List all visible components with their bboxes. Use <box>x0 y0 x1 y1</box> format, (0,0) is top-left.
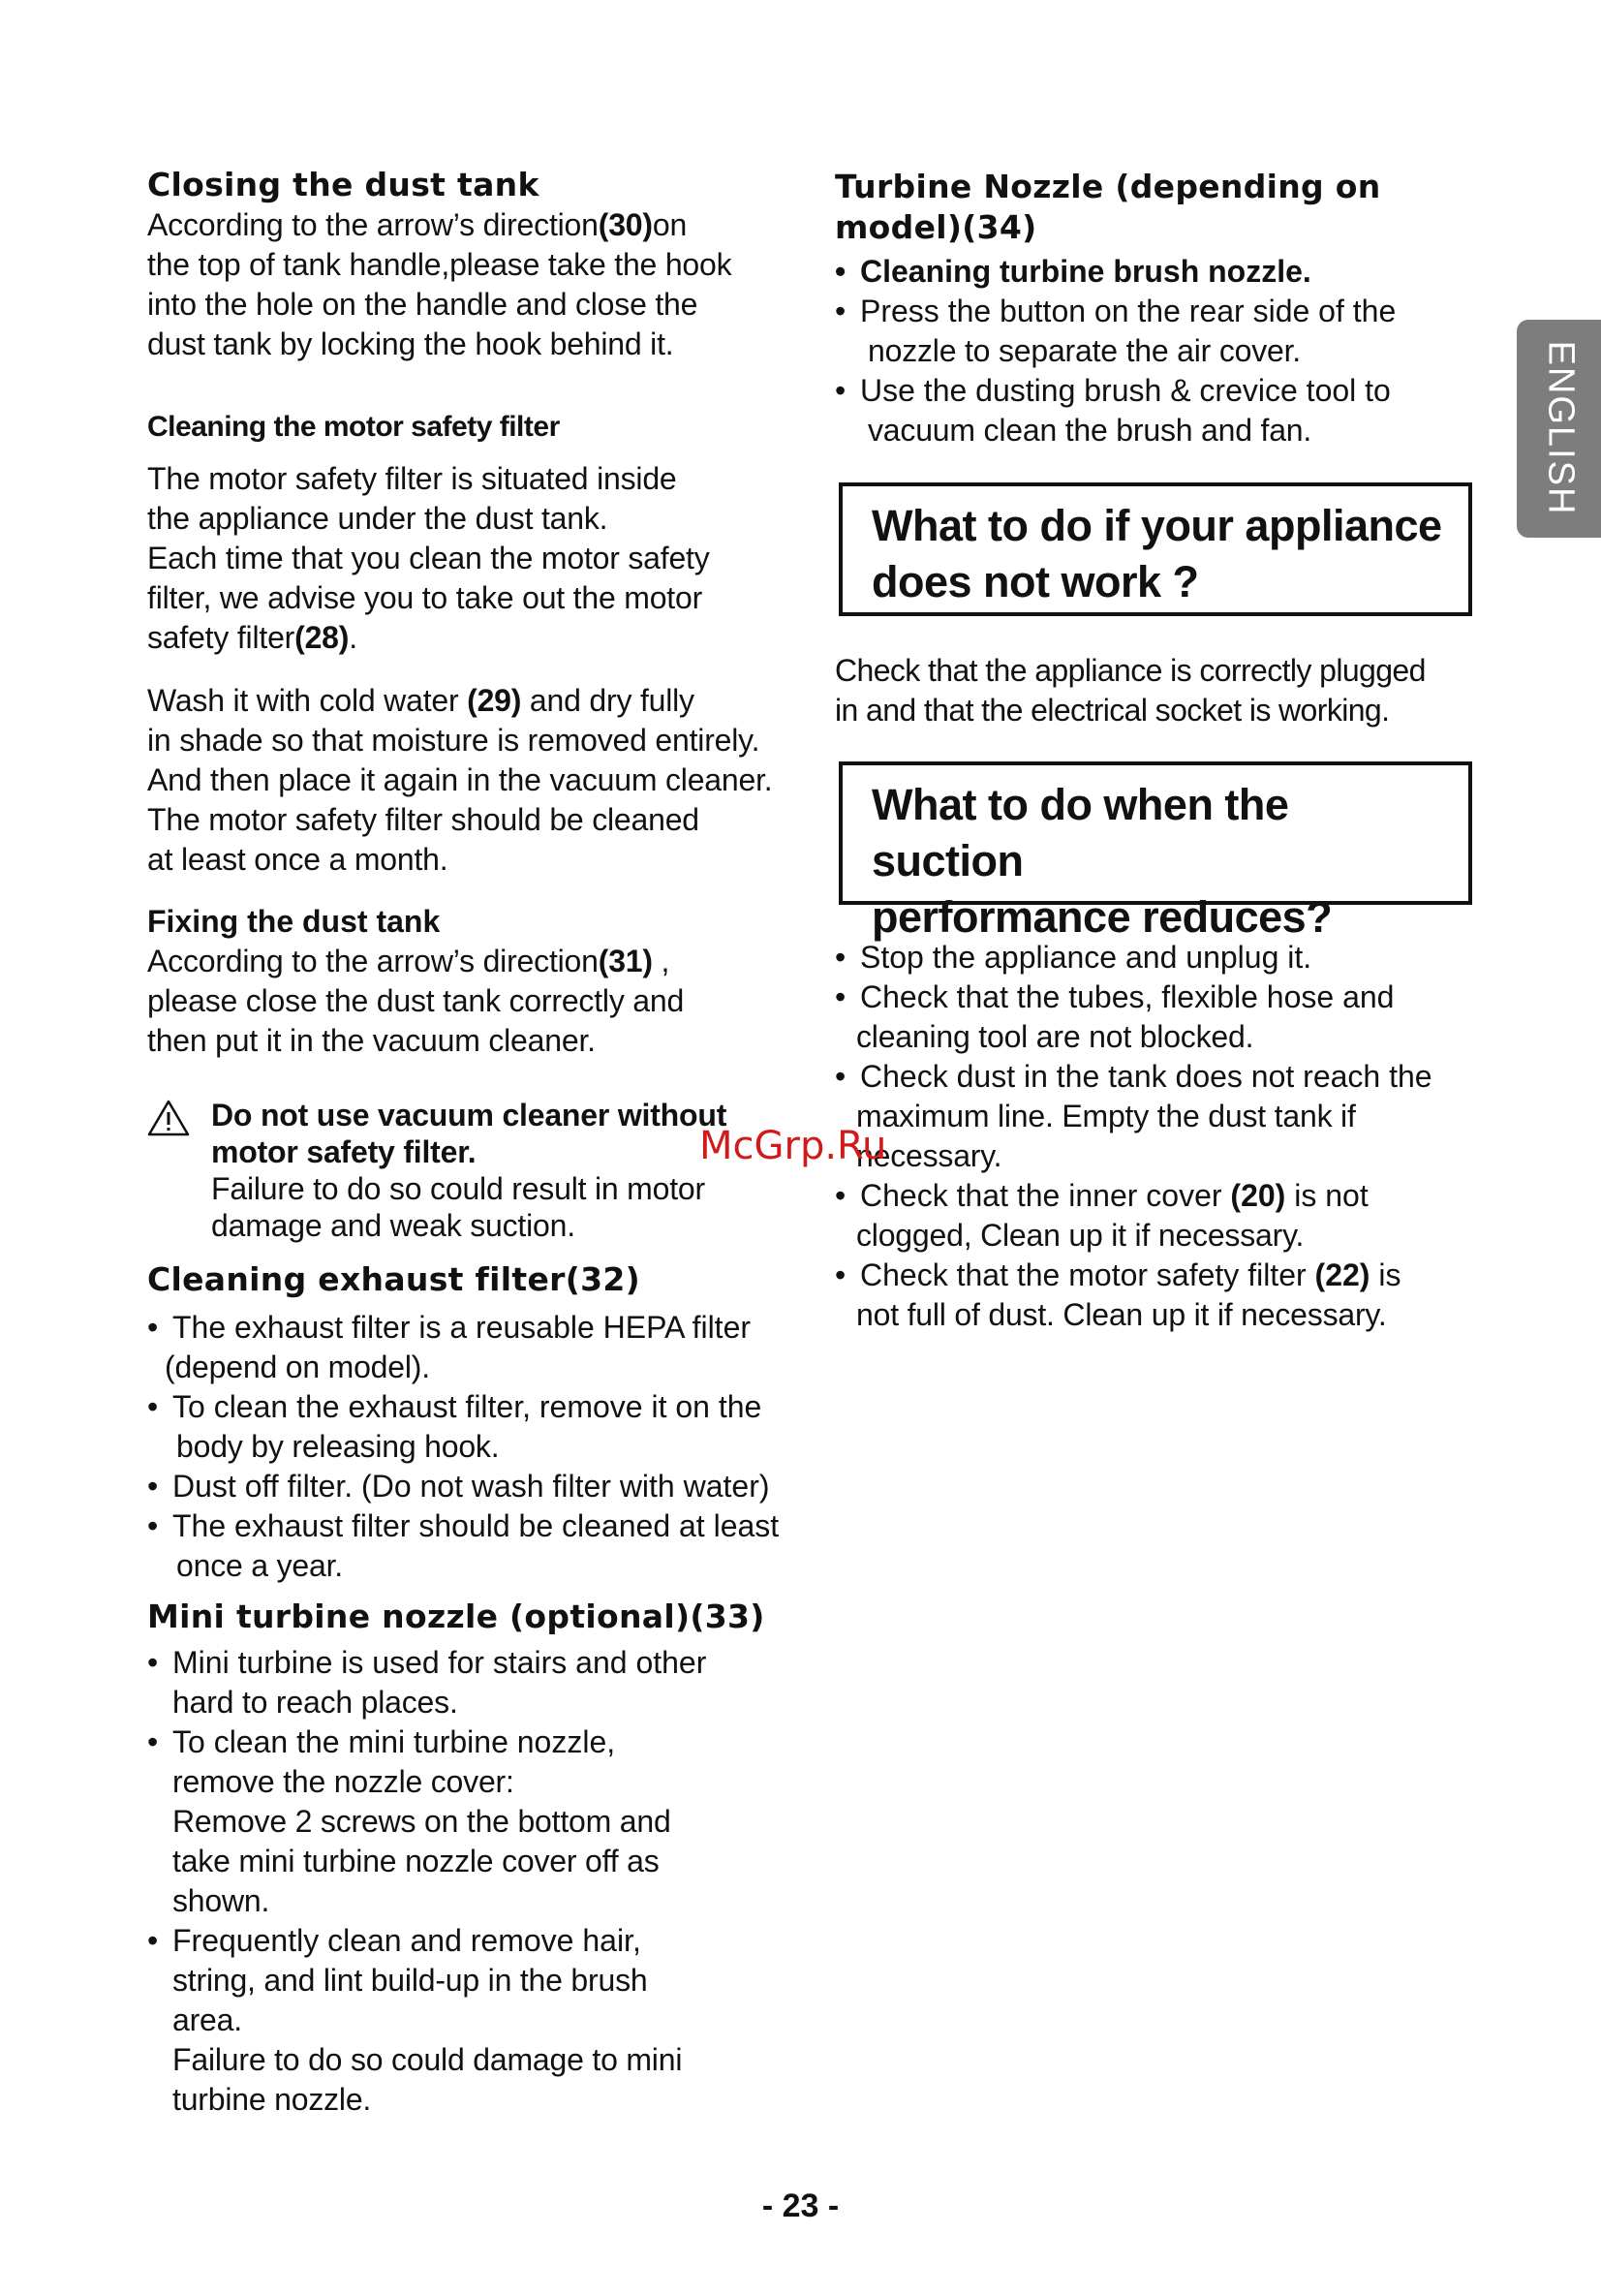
closing-ref-30: (30) <box>598 207 653 242</box>
motor-line-4: filter, we advise you to take out the motor <box>147 580 703 615</box>
motor-line-10: at least once a month. <box>147 842 448 877</box>
turbine-title-line-1: Turbine Nozzle (depending on <box>835 168 1381 205</box>
exhaust-bullet-4-line-1: The exhaust filter should be cleaned at least <box>172 1508 780 1543</box>
turbine-nozzle-section <box>835 167 1474 450</box>
suction-bullet-2-line-1: Check that the tubes, flexible hose and <box>860 979 1395 1014</box>
mini-bullet-3 <box>147 1921 845 1961</box>
suction-bullet-4-line-2: clogged, Clean up it if necessary. <box>856 1218 1305 1253</box>
warning-line-1: Do not use vacuum cleaner without <box>211 1098 727 1132</box>
closing-line-1c: on <box>652 207 688 242</box>
exhaust-bullet-2 <box>147 1387 845 1427</box>
page-number: - 23 - <box>761 2187 840 2224</box>
suction-bullet-3 <box>835 1057 1474 1097</box>
exhaust-bullet-3-line-1: Dust off filter. (Do not wash filter with water) <box>172 1469 770 1504</box>
exhaust-filter-section <box>147 1259 845 1586</box>
motor-ref-28: (28) <box>294 620 350 655</box>
mini-bullet-2-line-5: shown. <box>172 1883 270 1918</box>
exhaust-bullet-1-line-1: The exhaust filter is a reusable HEPA filter <box>172 1310 752 1345</box>
turbine-bullet-3-line-1: Use the dusting brush & crevice tool to <box>860 373 1391 408</box>
motor-line-6c: and dry fully <box>521 683 694 718</box>
closing-dust-tank-section <box>147 165 731 364</box>
exhaust-filter-title: Cleaning exhaust filter(32) <box>147 1260 641 1298</box>
not-work-title-line-2: does not work ? <box>872 557 1199 606</box>
suction-title-line-1: What to do when the suction <box>872 780 1289 885</box>
fixing-line-3: then put it in the vacuum cleaner. <box>147 1023 596 1058</box>
suction-bullet-5-line-2: not full of dust. Clean up it if necessary. <box>856 1297 1387 1332</box>
motor-filter-title: Cleaning the motor safety filter <box>147 411 560 443</box>
fixing-dust-tank-section <box>147 901 684 1061</box>
fixing-ref-31: (31) <box>598 944 653 978</box>
suction-heading-box <box>839 761 1472 942</box>
motor-line-7: in shade so that moisture is removed entirely. <box>147 723 760 758</box>
exhaust-bullet-1-line-2: (depend on model). <box>165 1350 430 1384</box>
motor-line-6a: Wash it with cold water <box>147 683 468 718</box>
fixing-line-1a: According to the arrow’s direction <box>147 944 599 978</box>
turbine-bullet-3 <box>835 371 1474 411</box>
closing-line-4: dust tank by locking the hook behind it. <box>147 326 674 361</box>
fixing-dust-tank-title: Fixing the dust tank <box>147 904 441 939</box>
mini-bullet-2-line-4: take mini turbine nozzle cover off as <box>172 1844 660 1878</box>
turbine-bullet-2 <box>835 292 1474 331</box>
fixing-line-1 <box>147 942 684 981</box>
suction-bullet-4-line-1c: is not <box>1285 1178 1369 1213</box>
not-work-heading-box <box>839 482 1472 616</box>
closing-dust-tank-title: Closing the dust tank <box>147 166 539 203</box>
not-work-line-1: Check that the appliance is correctly plugged <box>835 653 1426 688</box>
suction-bullet-1 <box>835 938 1474 977</box>
turbine-bullet-2-line-1: Press the button on the rear side of the <box>860 294 1397 328</box>
closing-line-2: the top of tank handle,please take the hook <box>147 247 732 282</box>
suction-bullet-5-line-1c: is <box>1370 1257 1401 1292</box>
mini-bullet-1-line-2: hard to reach places. <box>172 1685 458 1720</box>
motor-line-5 <box>147 618 772 658</box>
motor-line-3: Each time that you clean the motor safety <box>147 541 710 575</box>
suction-bullet-3-line-2: maximum line. Empty the dust tank if <box>856 1099 1356 1133</box>
exhaust-bullet-2-line-1: To clean the exhaust filter, remove it on the <box>172 1389 762 1424</box>
exhaust-bullet-4-line-2: once a year. <box>176 1548 343 1583</box>
language-tab-label: ENGLISH <box>1540 340 1582 516</box>
mini-bullet-3-line-2: string, and lint build-up in the brush <box>172 1963 648 1998</box>
motor-line-2: the appliance under the dust tank. <box>147 501 608 536</box>
suction-bullet-4-line-1a: Check that the inner cover <box>860 1178 1231 1213</box>
warning-line-3: Failure to do so could result in motor <box>211 1171 705 1206</box>
mini-bullet-2-line-1: To clean the mini turbine nozzle, <box>172 1724 616 1759</box>
mini-bullet-1 <box>147 1643 845 1683</box>
exhaust-bullet-2-line-2: body by releasing hook. <box>176 1429 500 1464</box>
motor-filter-section <box>147 407 772 880</box>
mini-bullet-2 <box>147 1722 845 1762</box>
suction-bullet-2-line-2: cleaning tool are not blocked. <box>856 1019 1254 1054</box>
turbine-title-line-2: model)(34) <box>835 208 1037 246</box>
motor-ref-29: (29) <box>467 683 522 718</box>
suction-body <box>835 938 1474 1335</box>
exhaust-bullet-4 <box>147 1506 845 1546</box>
warning-triangle-icon <box>147 1099 190 1137</box>
not-work-title-line-1: What to do if your appliance <box>872 501 1442 550</box>
suction-title-line-2: performance reduces? <box>872 892 1333 942</box>
turbine-bullet-2-line-2: nozzle to separate the air cover. <box>868 333 1301 368</box>
turbine-bullet-1-text: Cleaning turbine brush nozzle. <box>860 254 1311 289</box>
mini-turbine-title: Mini turbine nozzle (optional)(33) <box>147 1598 765 1635</box>
warning-line-2: motor safety filter. <box>211 1134 477 1169</box>
motor-line-5a: safety filter <box>147 620 295 655</box>
mini-bullet-2-line-2: remove the nozzle cover: <box>172 1764 514 1799</box>
suction-bullet-5-line-1a: Check that the motor safety filter <box>860 1257 1315 1292</box>
suction-bullet-3-line-3: necessary. <box>856 1138 1002 1173</box>
watermark: McGrp.Ru <box>699 1124 887 1168</box>
mini-bullet-3-line-5: turbine nozzle. <box>172 2082 372 2117</box>
motor-line-8: And then place it again in the vacuum cleaner. <box>147 762 773 797</box>
suction-bullet-5 <box>835 1256 1474 1295</box>
suction-ref-20: (20) <box>1230 1178 1286 1213</box>
exhaust-bullet-1 <box>147 1308 845 1348</box>
fixing-line-2: please close the dust tank correctly and <box>147 983 685 1018</box>
warning-line-4: damage and weak suction. <box>211 1208 575 1243</box>
turbine-bullet-3-line-2: vacuum clean the brush and fan. <box>868 413 1312 448</box>
suction-bullet-2 <box>835 977 1474 1017</box>
motor-line-5c: . <box>349 620 357 655</box>
language-tab <box>1517 320 1601 538</box>
mini-bullet-1-line-1: Mini turbine is used for stairs and other <box>172 1645 707 1680</box>
mini-bullet-3-line-4: Failure to do so could damage to mini <box>172 2042 683 2077</box>
mini-bullet-3-line-3: area. <box>172 2002 242 2037</box>
motor-line-9: The motor safety filter should be cleaned <box>147 802 699 837</box>
motor-line-1: The motor safety filter is situated inside <box>147 461 677 496</box>
suction-bullet-1-text: Stop the appliance and unplug it. <box>860 940 1312 975</box>
warning-text <box>211 1097 845 1244</box>
turbine-bullet-1 <box>835 252 1474 292</box>
closing-line-3: into the hole on the handle and close the <box>147 287 698 322</box>
mini-turbine-section <box>147 1597 845 2120</box>
not-work-body <box>835 651 1474 730</box>
closing-line-1 <box>147 205 731 245</box>
not-work-line-2: in and that the electrical socket is working. <box>835 693 1390 728</box>
fixing-line-1c: , <box>652 944 670 978</box>
mini-bullet-2-line-3: Remove 2 screws on the bottom and <box>172 1804 671 1839</box>
suction-bullet-3-line-1: Check dust in the tank does not reach the <box>860 1059 1432 1094</box>
exhaust-bullet-3 <box>147 1467 845 1506</box>
motor-line-6 <box>147 681 772 721</box>
warning-note <box>147 1097 845 1244</box>
suction-bullet-4 <box>835 1176 1474 1216</box>
closing-line-1a: According to the arrow’s direction <box>147 207 599 242</box>
suction-ref-22: (22) <box>1314 1257 1370 1292</box>
mini-bullet-3-line-1: Frequently clean and remove hair, <box>172 1923 641 1958</box>
